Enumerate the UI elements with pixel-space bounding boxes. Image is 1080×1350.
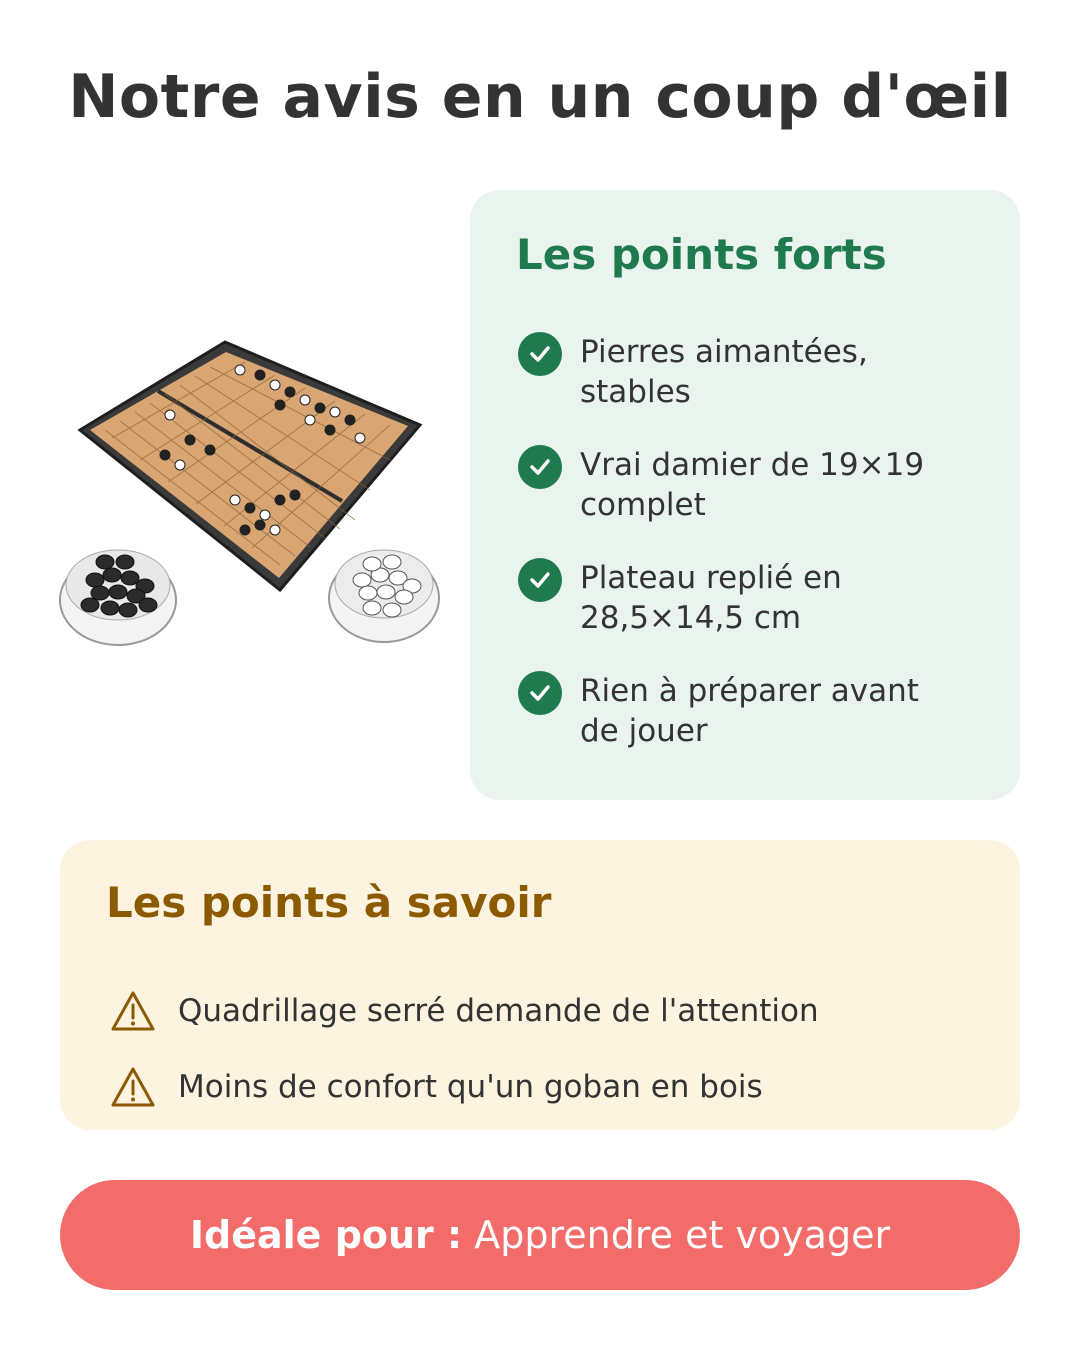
pro-text-line1: Rien à préparer avant [580, 673, 919, 709]
pro-text [580, 671, 919, 751]
black-stones-bowl [60, 550, 176, 645]
con-item [110, 973, 970, 1049]
pro-text [580, 445, 924, 525]
con-text: Moins de confort qu'un goban en bois [178, 1069, 763, 1105]
pro-item [518, 558, 978, 671]
warning-triangle-icon [110, 1066, 156, 1108]
pro-text-line2: 28,5×14,5 cm [580, 600, 802, 636]
page-title: Notre avis en un coup d'œil [68, 62, 1012, 132]
ideal-for-banner [60, 1180, 1020, 1290]
cons-list [110, 973, 970, 1125]
pro-text [580, 332, 868, 412]
pro-text-line1: Pierres aimantées, [580, 334, 868, 370]
go-board-illustration [50, 330, 450, 660]
ideal-for-label: Idéale pour : [189, 1213, 463, 1257]
pro-text-line2: stables [580, 374, 691, 410]
pro-text-line1: Plateau replié en [580, 560, 842, 596]
check-circle-icon [518, 332, 562, 376]
pro-item [518, 332, 978, 445]
pro-item [518, 445, 978, 558]
pro-text [580, 558, 842, 638]
pros-list [518, 332, 978, 784]
pro-text-line2: de jouer [580, 713, 708, 749]
pros-title: Les points forts [516, 230, 887, 279]
ideal-for-value: Apprendre et voyager [474, 1213, 891, 1257]
white-stones-bowl [329, 550, 439, 642]
con-text: Quadrillage serré demande de l'attention [178, 993, 819, 1029]
pro-item [518, 671, 978, 784]
check-circle-icon [518, 558, 562, 602]
pro-text-line1: Vrai damier de 19×19 [580, 447, 925, 483]
pros-card [470, 190, 1020, 800]
warning-triangle-icon [110, 990, 156, 1032]
check-circle-icon [518, 445, 562, 489]
pro-text-line2: complet [580, 487, 706, 523]
check-circle-icon [518, 671, 562, 715]
con-item [110, 1049, 970, 1125]
cons-card [60, 840, 1020, 1130]
cons-title: Les points à savoir [106, 878, 552, 927]
